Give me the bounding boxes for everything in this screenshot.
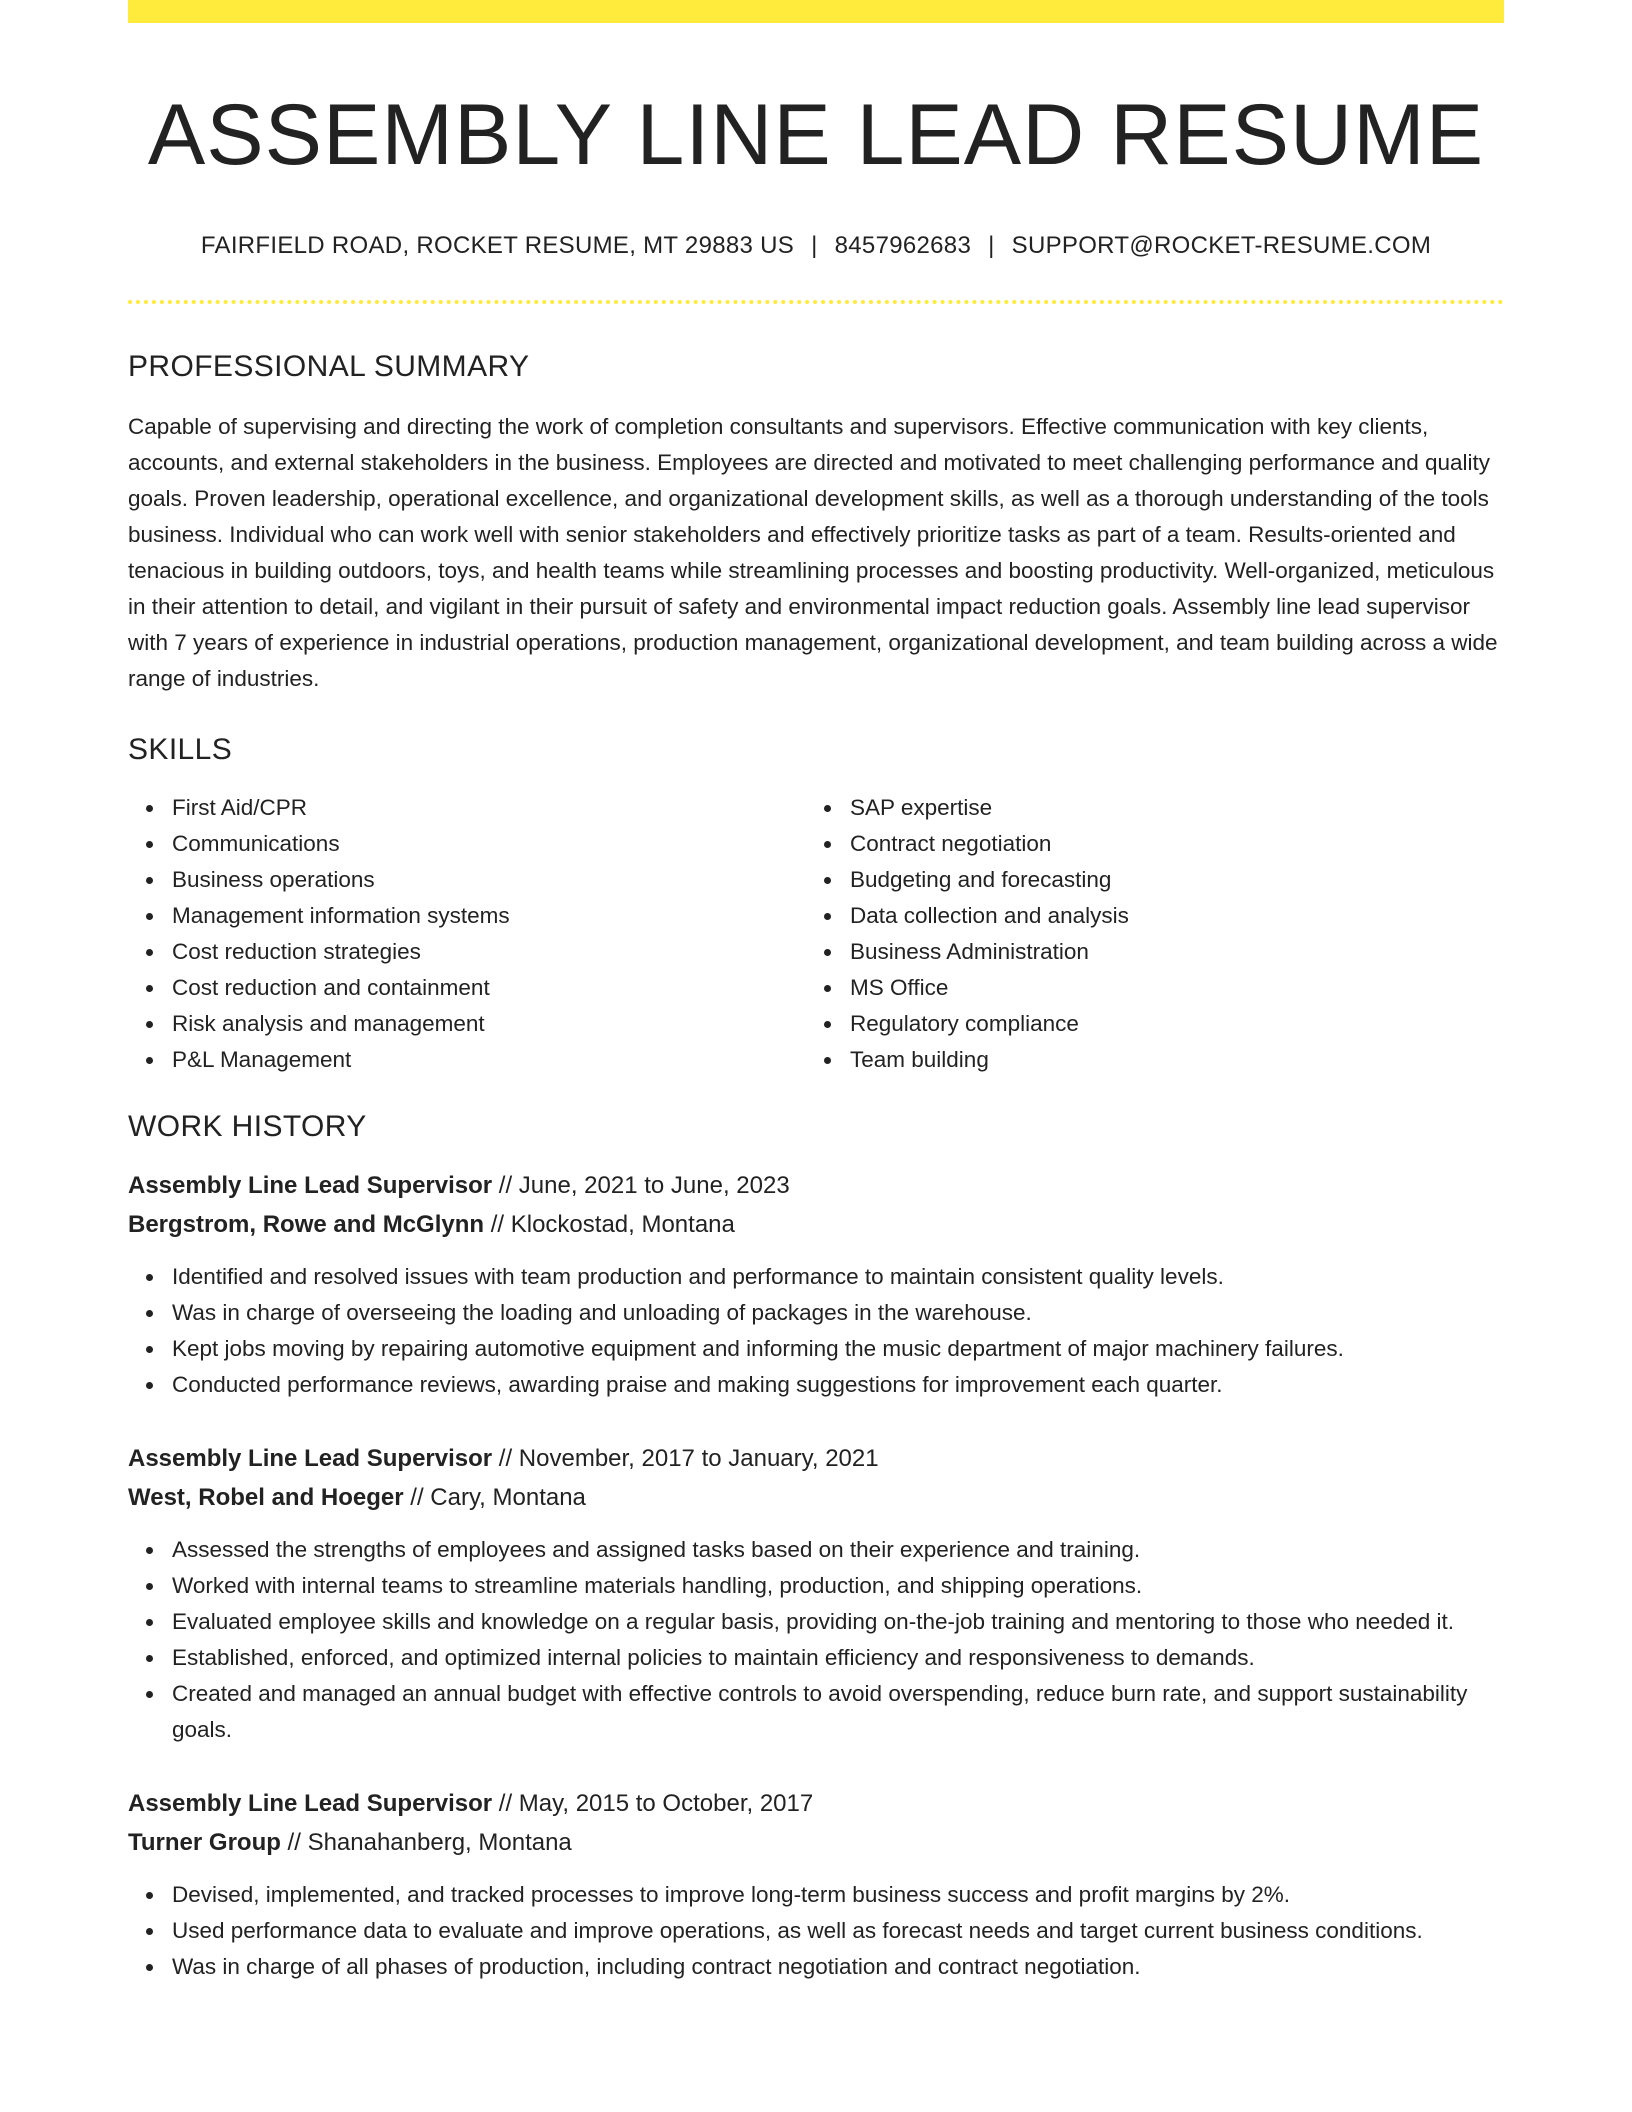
skill-item: Regulatory compliance xyxy=(850,1006,1484,1042)
summary-heading: PROFESSIONAL SUMMARY xyxy=(128,349,530,383)
skills-heading: SKILLS xyxy=(128,732,233,766)
skill-item: Budgeting and forecasting xyxy=(850,862,1484,898)
job-bullet: Assessed the strengths of employees and assigned tasks based on their experience and training. xyxy=(172,1532,1504,1568)
skill-item: Management information systems xyxy=(172,898,806,934)
job-company: Bergstrom, Rowe and McGlynn xyxy=(128,1210,485,1238)
work-history-heading: WORK HISTORY xyxy=(128,1109,367,1143)
job-company: West, Robel and Hoeger xyxy=(128,1483,404,1511)
skill-item: Contract negotiation xyxy=(850,826,1484,862)
contact-line xyxy=(128,232,1504,260)
skill-item: Business Administration xyxy=(850,934,1484,970)
job-role-line xyxy=(128,1166,1504,1205)
job-bullet: Used performance data to evaluate and improve operations, as well as forecast needs and target current business conditions. xyxy=(172,1913,1504,1949)
job-bullet: Created and managed an annual budget with effective controls to avoid overspending, reduce burn rate, and support sustainability goals. xyxy=(172,1676,1504,1748)
job-company-line xyxy=(128,1823,1504,1862)
job-entry xyxy=(128,1439,1504,1748)
contact-email[interactable]: SUPPORT@ROCKET-RESUME.COM xyxy=(1011,231,1432,259)
resume-page xyxy=(128,0,1504,1985)
skills-list xyxy=(128,790,1504,1078)
skill-item: Team building xyxy=(850,1042,1484,1078)
job-dates: // June, 2021 to June, 2023 xyxy=(492,1171,790,1199)
dotted-divider xyxy=(128,300,1504,304)
job-dates: // November, 2017 to January, 2021 xyxy=(492,1444,879,1472)
skill-item: MS Office xyxy=(850,970,1484,1006)
job-bullet: Evaluated employee skills and knowledge on a regular basis, providing on-the-job training and mentoring to those who needed it. xyxy=(172,1604,1504,1640)
skill-item: Business operations xyxy=(172,862,806,898)
skill-item: First Aid/CPR xyxy=(172,790,806,826)
job-role: Assembly Line Lead Supervisor xyxy=(128,1171,493,1199)
skill-item: Cost reduction and containment xyxy=(172,970,806,1006)
job-bullet: Established, enforced, and optimized internal policies to maintain efficiency and responsiveness to demands. xyxy=(172,1640,1504,1676)
job-dates: // May, 2015 to October, 2017 xyxy=(492,1789,814,1817)
job-company-line xyxy=(128,1205,1504,1244)
resume-title: ASSEMBLY LINE LEAD RESUME xyxy=(147,87,1485,183)
job-bullets xyxy=(128,1532,1504,1748)
skill-item: Data collection and analysis xyxy=(850,898,1484,934)
job-role: Assembly Line Lead Supervisor xyxy=(128,1444,493,1472)
summary-text: Capable of supervising and directing the work of completion consultants and supervisors. Effective communication with key clients, accounts, and external stakeholders in the business. Employees are directed and motivated to meet challenging performance and quality goals. Proven leadership, operational excellence, and organizational development skills, as well as a thorough understanding of the tools business. Individual who can work well with senior stakeholders and effectively prioritize tasks as part of a team. Results-oriented and tenacious in building outdoors, toys, and health teams while streamlining processes and boosting productivity. Well-organized, meticulous in their attention to detail, and vigilant in their pursuit of safety and environmental impact reduction goals. Assembly line lead supervisor with 7 years of experience in industrial operations, production management, organizational development, and team building across a wide range of industries. xyxy=(128,413,1498,691)
job-bullet: Was in charge of overseeing the loading and unloading of packages in the warehouse. xyxy=(172,1295,1504,1331)
job-bullet: Conducted performance reviews, awarding praise and making suggestions for improvement each quarter. xyxy=(172,1367,1504,1403)
job-bullet: Kept jobs moving by repairing automotive equipment and informing the music department of major machinery failures. xyxy=(172,1331,1504,1367)
contact-separator: | xyxy=(988,231,995,259)
job-entry xyxy=(128,1166,1504,1403)
job-bullets xyxy=(128,1877,1504,1985)
accent-bar xyxy=(128,0,1504,23)
skill-item: Risk analysis and management xyxy=(172,1006,806,1042)
job-bullet: Devised, implemented, and tracked processes to improve long-term business success and profit margins by 2%. xyxy=(172,1877,1504,1913)
contact-address: FAIRFIELD ROAD, ROCKET RESUME, MT 29883 US xyxy=(200,231,795,259)
skills-column-left xyxy=(128,790,806,1078)
job-bullets xyxy=(128,1259,1504,1403)
contact-separator: | xyxy=(811,231,818,259)
job-role-line xyxy=(128,1439,1504,1478)
contact-phone[interactable]: 8457962683 xyxy=(834,231,972,259)
job-company-line xyxy=(128,1478,1504,1517)
job-role-line xyxy=(128,1784,1504,1823)
job-bullet: Worked with internal teams to streamline materials handling, production, and shipping operations. xyxy=(172,1568,1504,1604)
skills-column-right xyxy=(806,790,1484,1078)
skill-item: Cost reduction strategies xyxy=(172,934,806,970)
job-entry xyxy=(128,1784,1504,1985)
skill-item: SAP expertise xyxy=(850,790,1484,826)
skill-item: P&L Management xyxy=(172,1042,806,1078)
skill-item: Communications xyxy=(172,826,806,862)
job-role: Assembly Line Lead Supervisor xyxy=(128,1789,493,1817)
job-company: Turner Group xyxy=(128,1828,281,1856)
job-location: // Cary, Montana xyxy=(403,1483,586,1511)
job-bullet: Identified and resolved issues with team production and performance to maintain consistent quality levels. xyxy=(172,1259,1504,1295)
job-location: // Klockostad, Montana xyxy=(484,1210,735,1238)
job-bullet: Was in charge of all phases of production, including contract negotiation and contract negotiation. xyxy=(172,1949,1504,1985)
job-location: // Shanahanberg, Montana xyxy=(280,1828,572,1856)
